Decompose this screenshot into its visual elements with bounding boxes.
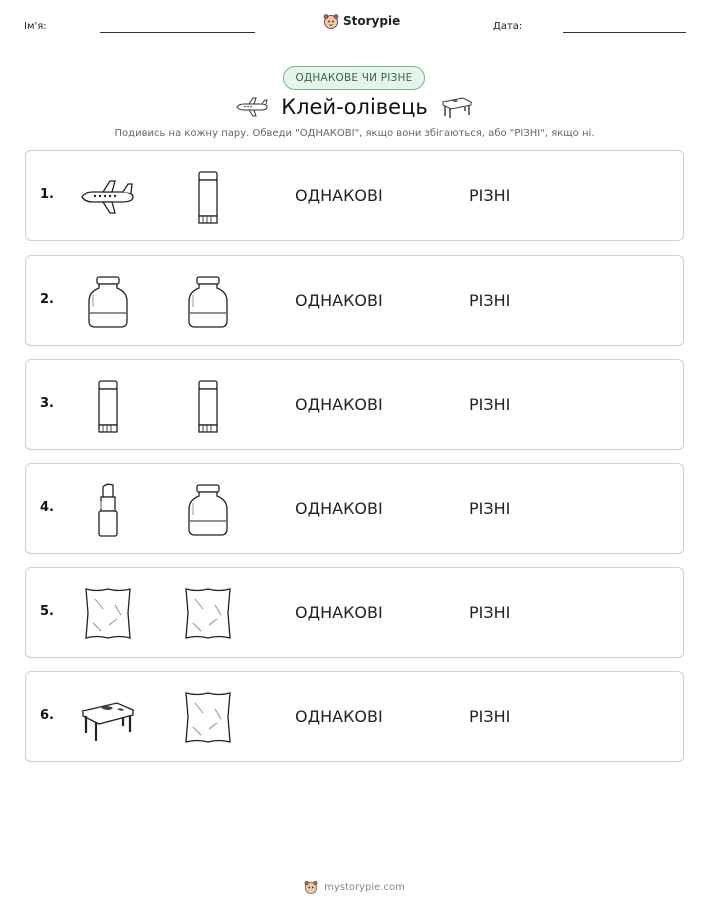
- option-same[interactable]: ОДНАКОВІ: [295, 499, 383, 518]
- option-same[interactable]: ОДНАКОВІ: [295, 603, 383, 622]
- right-item: [179, 273, 237, 331]
- option-different[interactable]: РІЗНІ: [469, 707, 511, 726]
- question-row: [25, 567, 684, 658]
- left-item: [79, 689, 137, 747]
- footer-url[interactable]: mystorypie.com: [324, 881, 405, 893]
- plastic-bag-icon: [79, 585, 137, 643]
- title-row: [0, 94, 709, 120]
- option-same[interactable]: ОДНАКОВІ: [295, 707, 383, 726]
- option-different[interactable]: РІЗНІ: [469, 186, 511, 205]
- table-icon: [79, 689, 137, 747]
- option-different[interactable]: РІЗНІ: [469, 603, 511, 622]
- glue-stick-icon: [79, 377, 137, 435]
- plastic-bag-icon: [179, 585, 237, 643]
- instructions: Подивись на кожну пару. Обведи "ОДНАКОВІ", якщо вони збігаються, або "РІЗНІ", якщо ні.: [114, 128, 595, 139]
- brand-logo: [323, 13, 400, 29]
- question-number: 4.: [40, 500, 54, 515]
- airplane-icon: [235, 96, 269, 118]
- storypie-mascot-icon: [304, 880, 318, 894]
- left-item: [79, 273, 137, 331]
- glue-stick-icon: [179, 377, 237, 435]
- lipstick-icon: [79, 481, 137, 539]
- option-same[interactable]: ОДНАКОВІ: [295, 186, 383, 205]
- option-different[interactable]: РІЗНІ: [469, 499, 511, 518]
- page-title: Клей-олівець: [281, 95, 428, 119]
- jar-icon: [179, 481, 237, 539]
- name-label: Ім'я:: [24, 21, 47, 32]
- date-line[interactable]: [563, 32, 686, 33]
- right-item: [179, 168, 237, 226]
- right-item: [179, 481, 237, 539]
- question-row: [25, 150, 684, 241]
- left-item: [79, 168, 137, 226]
- name-line[interactable]: [100, 32, 255, 33]
- plastic-bag-icon: [179, 689, 237, 747]
- storypie-mascot-icon: [323, 13, 339, 29]
- question-number: 1.: [40, 187, 54, 202]
- question-number: 2.: [40, 292, 54, 307]
- question-row: [25, 359, 684, 450]
- question-number: 5.: [40, 604, 54, 619]
- brand-name: Storypie: [343, 14, 401, 28]
- jar-icon: [79, 273, 137, 331]
- glue-stick-icon: [179, 168, 237, 226]
- jar-icon: [179, 273, 237, 331]
- right-item: [179, 377, 237, 435]
- date-label: Дата:: [493, 21, 523, 32]
- left-item: [79, 377, 137, 435]
- option-same[interactable]: ОДНАКОВІ: [295, 395, 383, 414]
- question-number: 3.: [40, 396, 54, 411]
- question-number: 6.: [40, 708, 54, 723]
- table-icon: [440, 94, 474, 120]
- left-item: [79, 585, 137, 643]
- category-badge: ОДНАКОВЕ ЧИ РІЗНЕ: [283, 66, 425, 90]
- question-row: [25, 463, 684, 554]
- left-item: [79, 481, 137, 539]
- option-different[interactable]: РІЗНІ: [469, 395, 511, 414]
- question-row: [25, 671, 684, 762]
- right-item: [179, 689, 237, 747]
- airplane-icon: [79, 168, 137, 226]
- question-row: [25, 255, 684, 346]
- right-item: [179, 585, 237, 643]
- option-different[interactable]: РІЗНІ: [469, 291, 511, 310]
- option-same[interactable]: ОДНАКОВІ: [295, 291, 383, 310]
- footer: [0, 880, 709, 894]
